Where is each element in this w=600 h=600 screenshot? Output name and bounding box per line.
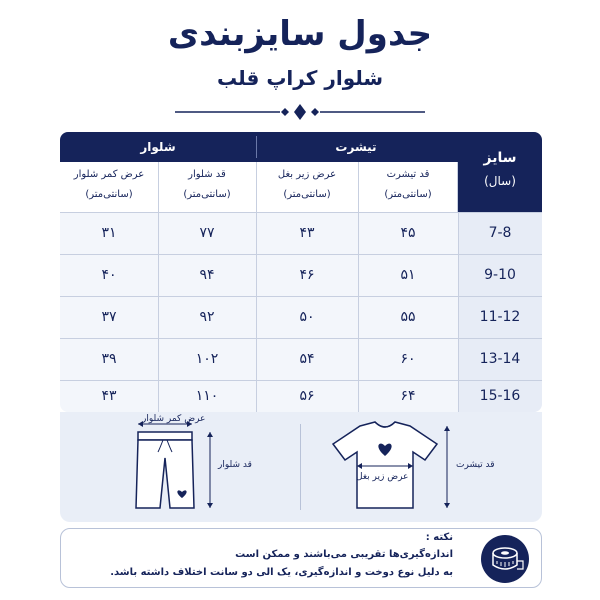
row-size: 13-14 — [479, 351, 521, 367]
size-header-cell — [458, 132, 542, 212]
pants-length-label: قد شلوار — [218, 460, 252, 470]
pants-header: شلوار — [140, 140, 176, 154]
note-title: نکته : — [425, 532, 453, 543]
row-size: 11-12 — [479, 309, 521, 325]
page-title: جدول سایزبندی — [167, 14, 433, 54]
tshirt-icon — [325, 418, 455, 518]
cell-waist-width: ۳۱ — [101, 225, 117, 241]
illustration-panel — [60, 412, 542, 522]
note-box — [60, 528, 542, 588]
size-header: سایز — [483, 150, 517, 166]
ornament-divider-icon — [175, 102, 425, 122]
cell-armpit-width: ۵۴ — [299, 351, 315, 367]
col-tshirt-length: قد تیشرت — [386, 169, 430, 180]
cell-armpit-width: ۵۰ — [299, 309, 315, 325]
col-tshirt-length-unit: (سانتی‌متر) — [384, 189, 432, 200]
col-armpit-width: عرض زیر بغل — [277, 169, 337, 180]
cell-waist-width: ۴۳ — [101, 388, 117, 404]
cell-tshirt-length: ۴۵ — [400, 225, 416, 241]
cell-armpit-width: ۴۶ — [299, 267, 315, 283]
page-subtitle: شلوار کراپ قلب — [216, 66, 384, 90]
cell-tshirt-length: ۶۴ — [400, 388, 416, 404]
cell-waist-width: ۴۰ — [101, 267, 117, 283]
cell-pants-length: ۷۷ — [199, 225, 215, 241]
cell-tshirt-length: ۵۵ — [400, 309, 416, 325]
col-pants-length: قد شلوار — [188, 169, 226, 180]
cell-pants-length: ۱۰۲ — [195, 351, 219, 367]
col-armpit-width-unit: (سانتی‌متر) — [283, 189, 331, 200]
illustration-divider — [300, 424, 301, 510]
cell-pants-length: ۹۲ — [199, 309, 215, 325]
size-table — [60, 132, 542, 412]
col-waist-width-unit: (سانتی‌متر) — [85, 189, 133, 200]
cell-waist-width: ۳۷ — [101, 309, 117, 325]
tshirt-armpit-label: عرض زیر بغل — [356, 472, 409, 482]
cell-pants-length: ۱۱۰ — [195, 388, 219, 404]
tshirt-length-label: قد تیشرت — [456, 460, 495, 470]
row-size: 7-8 — [488, 225, 512, 241]
measuring-tape-icon — [481, 535, 529, 583]
size-unit: (سال) — [484, 174, 516, 188]
cell-waist-width: ۳۹ — [101, 351, 117, 367]
pants-waist-label: عرض کمر شلوار — [142, 414, 206, 424]
cell-pants-length: ۹۴ — [199, 267, 215, 283]
note-line-1: اندازه‌گیری‌ها تقریبی می‌باشند و ممکن است — [235, 549, 453, 560]
cell-armpit-width: ۵۶ — [299, 388, 315, 404]
cell-tshirt-length: ۶۰ — [400, 351, 416, 367]
row-size: 9-10 — [484, 267, 516, 283]
cell-tshirt-length: ۵۱ — [400, 267, 416, 283]
cell-armpit-width: ۴۳ — [299, 225, 315, 241]
tshirt-header: تیشرت — [335, 140, 377, 154]
col-pants-length-unit: (سانتی‌متر) — [183, 189, 231, 200]
note-line-2: به دلیل نوع دوخت و اندازه‌گیری، یک الی دو سانت اختلاف داشته باشد. — [110, 567, 453, 578]
col-waist-width: عرض کمر شلوار — [73, 169, 145, 180]
row-size: 15-16 — [479, 388, 521, 404]
